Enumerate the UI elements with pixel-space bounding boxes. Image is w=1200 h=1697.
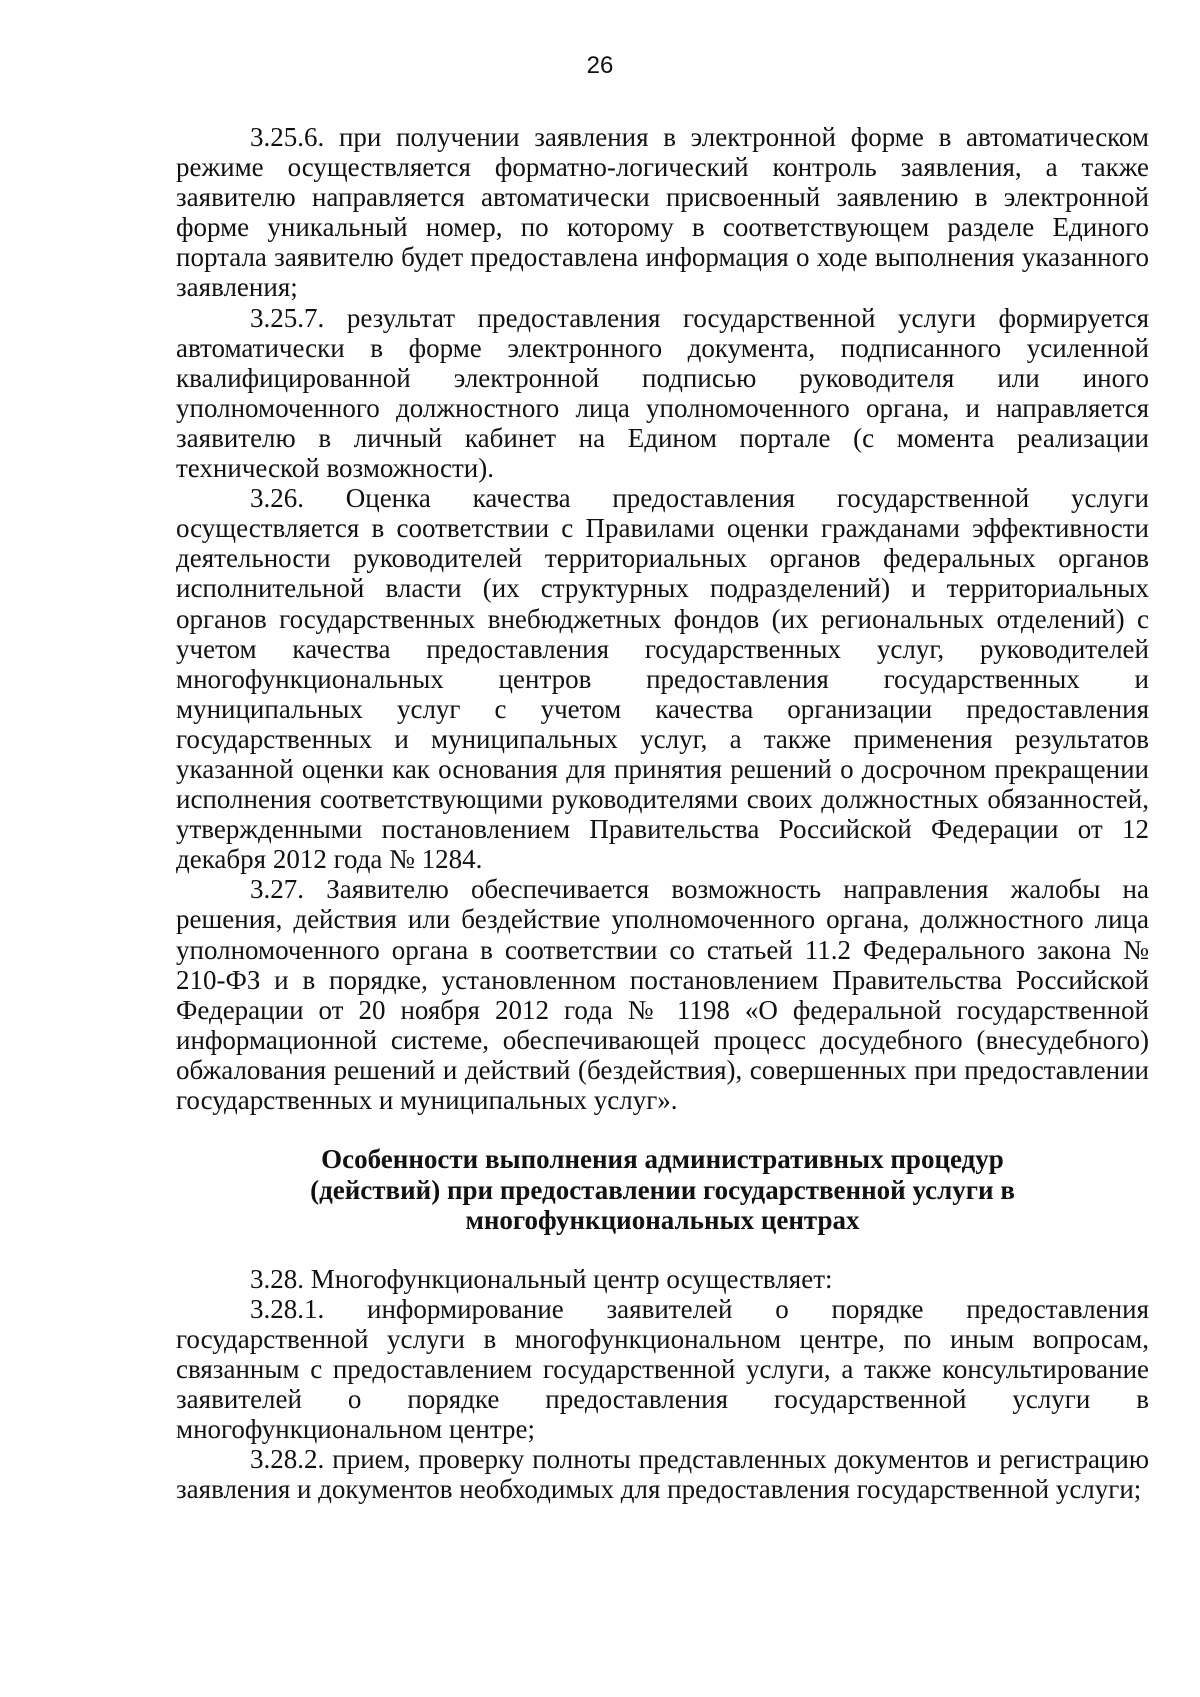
paragraph-3-28: 3.28. Многофункциональный центр осуществляет: [250,1263,833,1294]
paragraph-3-25-6: 3.25.6. при получении заявления в электронной форме в автоматическом режиме осуществляется форматно-логический контроль заявления, а также заявителю направляется автоматически присвоенный заявлению в электронной форме уникальный номер, по которому в соответствующем разделе Единого портала заявителю будет предоставлена информация о ходе выполнения указанного заявления; [176,122,1149,303]
paragraph-3-26: 3.26. Оценка качества предоставления государственной услуги осуществляется в соответствии с Правилами оценки гражданами эффективности деятельности руководителей территориальных органов федеральных органов исполнительной власти (их структурных подразделений) и территориальных органов государственных внебюджетных фондов (их региональных отделений) с учетом качества предоставления государственных услуг, руководителей многофункциональных центров предоставления государственных и муниципальных услуг с учетом качества организации предоставления государственных и муниципальных услуг, а также применения результатов указанной оценки как основания для принятия решений о досрочном прекращении исполнения соответствующими руководителями своих должностных обязанностей, утвержденными постановлением Правительства Российской Федерации от 12 декабря 2012 года № 1284. [176,483,1149,875]
section-heading-line-2: (действий) при предоставлении государственной услуги в [310,1174,1015,1205]
document-body [176,122,1149,1504]
section-heading-line-1: Особенности выполнения административных процедур [321,1144,1004,1175]
section-heading-line-3: многофункциональных центрах [465,1205,860,1236]
page-number: 26 [586,52,614,79]
section-heading [176,1144,1149,1236]
paragraph-3-25-7: 3.25.7. результат предоставления государственной услуги формируется автоматически в форме электронного документа, подписанного усиленной квалифицированной электронной подписью руководителя или иного уполномоченного должностного лица уполномоченного органа, и направляется заявителю в личный кабинет на Едином портале (с момента реализации технической возможности). [176,302,1149,484]
paragraph-3-28-2: 3.28.2. прием, проверку полноты представленных документов и регистрацию заявления и документов необходимых для предоставления государственной услуги; [176,1444,1149,1505]
paragraph-3-28-1: 3.28.1. информирование заявителей о порядке предоставления государственной услуги в многофункциональном центре, по иным вопросам, связанным с предоставлением государственной услуги, а также консультирование заявителей о порядке предоставления государственной услуги в многофункциональном центре; [176,1293,1149,1445]
paragraph-3-27: 3.27. Заявителю обеспечивается возможность направления жалобы на решения, действия или бездействие уполномоченного органа, должностного лица уполномоченного органа в соответствии со статьей 11.2 Федерального закона № 210-ФЗ и в порядке, установленном постановлением Правительства Российской Федерации от 20 ноября 2012 года № 1198 «О федеральной государственной информационной системе, обеспечивающей процесс досудебного (внесудебного) обжалования решений и действий (бездействия), совершенных при предоставлении государственных и муниципальных услуг». [176,874,1149,1115]
